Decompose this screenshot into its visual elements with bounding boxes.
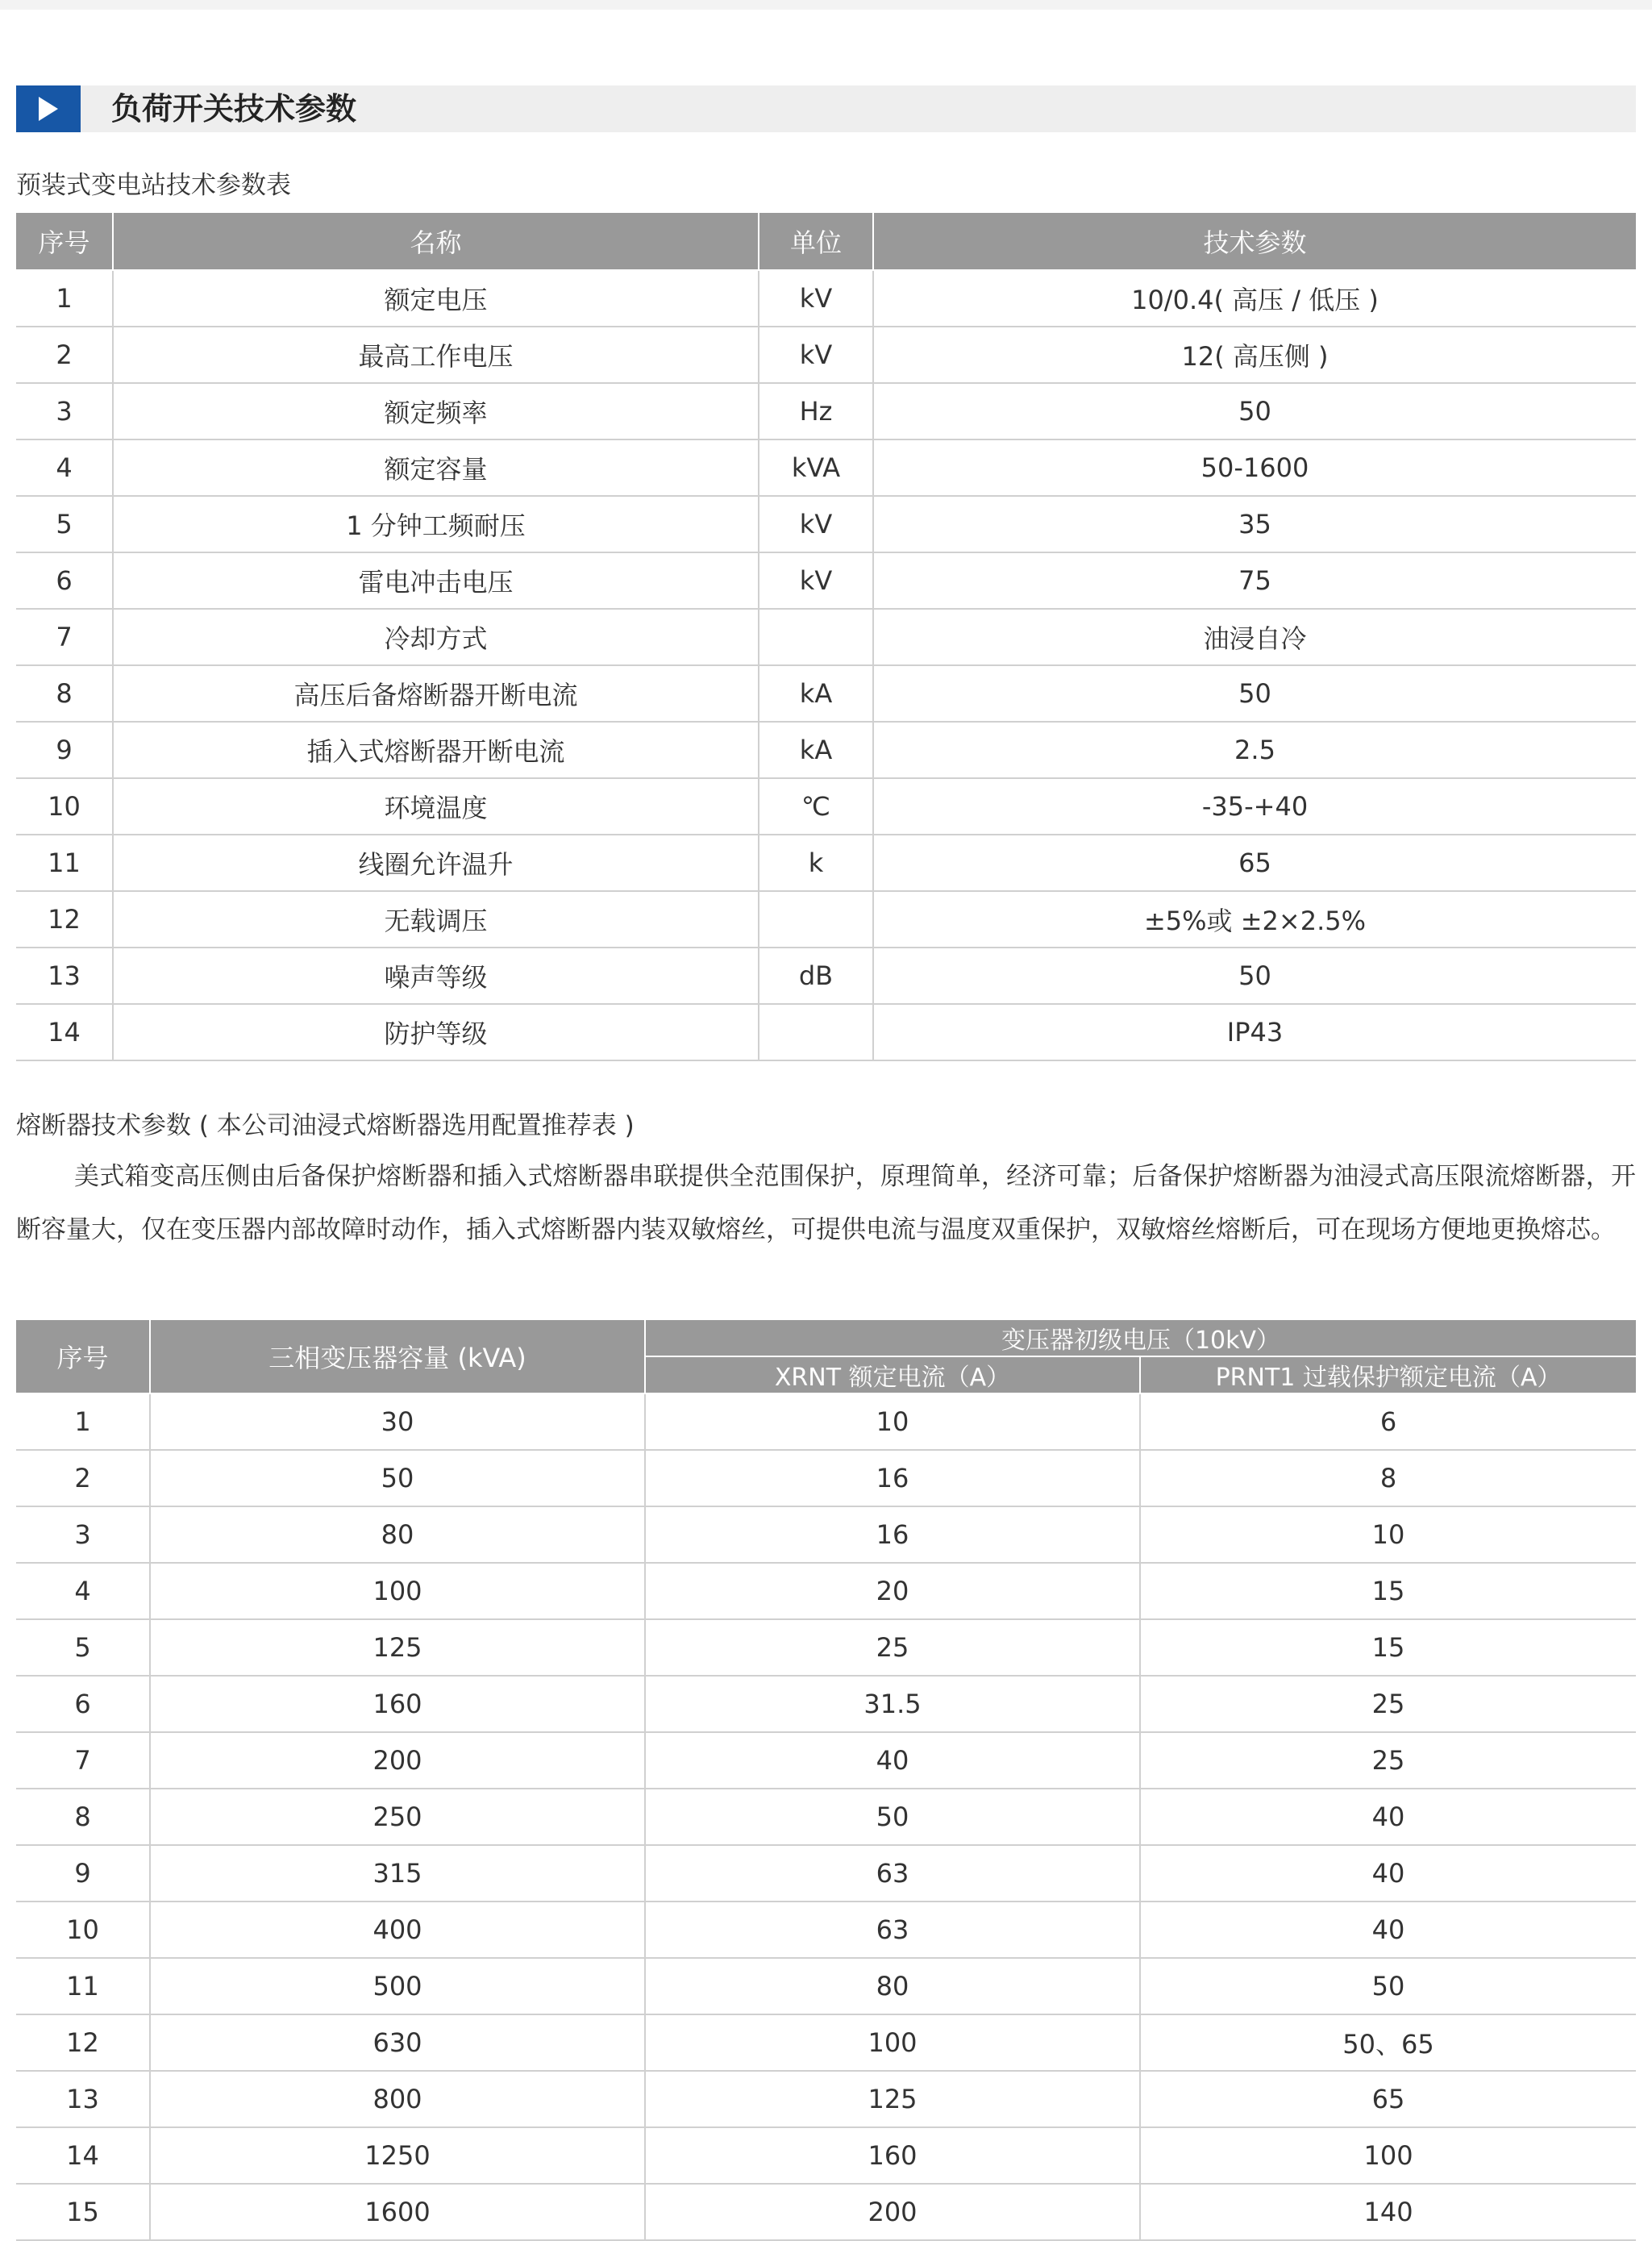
- cell-capacity: 1250: [150, 2127, 645, 2184]
- cell-name: 额定容量: [113, 439, 759, 496]
- table-row: [16, 665, 1636, 722]
- table-row: [16, 1676, 1636, 1732]
- cell-unit: kV: [759, 496, 873, 552]
- table-row: [16, 1845, 1636, 1902]
- cell-name: 高压后备熔断器开断电流: [113, 665, 759, 722]
- cell-unit: kV: [759, 270, 873, 327]
- cell-index: 15: [16, 2184, 150, 2240]
- table-row: [16, 1004, 1636, 1060]
- cell-index: 11: [16, 835, 113, 891]
- cell-index: 4: [16, 439, 113, 496]
- section-header: [16, 85, 1636, 132]
- cell-index: 13: [16, 948, 113, 1004]
- cell-prnt-current: 100: [1140, 2127, 1636, 2184]
- cell-unit: dB: [759, 948, 873, 1004]
- cell-index: 14: [16, 2127, 150, 2184]
- cell-name: 1 分钟工频耐压: [113, 496, 759, 552]
- cell-index: 5: [16, 496, 113, 552]
- cell-prnt-current: 8: [1140, 1450, 1636, 1506]
- cell-xrnt-current: 31.5: [645, 1676, 1140, 1732]
- cell-prnt-current: 65: [1140, 2071, 1636, 2127]
- cell-prnt-current: 40: [1140, 1789, 1636, 1845]
- cell-index: 2: [16, 1450, 150, 1506]
- table-row: [16, 552, 1636, 609]
- cell-name: 雷电冲击电压: [113, 552, 759, 609]
- cell-name: 噪声等级: [113, 948, 759, 1004]
- top-band: [0, 0, 1652, 10]
- cell-value: -35-+40: [873, 778, 1636, 835]
- header-prnt-current: PRNT1 过载保护额定电流（A）: [1140, 1356, 1636, 1393]
- header-index: 序号: [16, 213, 113, 270]
- cell-unit: kVA: [759, 439, 873, 496]
- cell-index: 1: [16, 270, 113, 327]
- cell-unit: ℃: [759, 778, 873, 835]
- cell-name: 插入式熔断器开断电流: [113, 722, 759, 778]
- cell-name: 线圈允许温升: [113, 835, 759, 891]
- cell-index: 11: [16, 1958, 150, 2014]
- cell-xrnt-current: 25: [645, 1619, 1140, 1676]
- cell-unit: [759, 1004, 873, 1060]
- cell-capacity: 630: [150, 2014, 645, 2071]
- cell-value: 50: [873, 948, 1636, 1004]
- cell-value: 50: [873, 383, 1636, 439]
- cell-unit: k: [759, 835, 873, 891]
- cell-prnt-current: 6: [1140, 1393, 1636, 1450]
- cell-xrnt-current: 200: [645, 2184, 1140, 2240]
- cell-capacity: 160: [150, 1676, 645, 1732]
- cell-index: 6: [16, 552, 113, 609]
- cell-index: 13: [16, 2071, 150, 2127]
- cell-index: 12: [16, 891, 113, 948]
- table-row: [16, 1450, 1636, 1506]
- header-value: 技术参数: [873, 213, 1636, 270]
- cell-unit: kA: [759, 665, 873, 722]
- cell-prnt-current: 140: [1140, 2184, 1636, 2240]
- cell-name: 额定电压: [113, 270, 759, 327]
- table2-header-row-1: [16, 1320, 1636, 1356]
- table-row: [16, 1958, 1636, 2014]
- cell-index: 10: [16, 1902, 150, 1958]
- header-xrnt-current: XRNT 额定电流（A）: [645, 1356, 1140, 1393]
- cell-xrnt-current: 63: [645, 1902, 1140, 1958]
- table-row: [16, 1563, 1636, 1619]
- table-row: [16, 778, 1636, 835]
- cell-prnt-current: 50: [1140, 1958, 1636, 2014]
- cell-index: 8: [16, 1789, 150, 1845]
- cell-value: 2.5: [873, 722, 1636, 778]
- cell-name: 环境温度: [113, 778, 759, 835]
- header-index: 序号: [16, 1320, 150, 1393]
- cell-prnt-current: 50、65: [1140, 2014, 1636, 2071]
- cell-index: 4: [16, 1563, 150, 1619]
- cell-prnt-current: 40: [1140, 1902, 1636, 1958]
- cell-value: ±5%或 ±2×2.5%: [873, 891, 1636, 948]
- cell-xrnt-current: 100: [645, 2014, 1140, 2071]
- table-row: [16, 383, 1636, 439]
- cell-value: 75: [873, 552, 1636, 609]
- cell-xrnt-current: 16: [645, 1450, 1140, 1506]
- cell-value: 65: [873, 835, 1636, 891]
- cell-name: 最高工作电压: [113, 327, 759, 383]
- cell-index: 3: [16, 1506, 150, 1563]
- cell-name: 防护等级: [113, 1004, 759, 1060]
- cell-index: 12: [16, 2014, 150, 2071]
- table-row: [16, 1789, 1636, 1845]
- cell-unit: [759, 891, 873, 948]
- cell-xrnt-current: 125: [645, 2071, 1140, 2127]
- table-row: [16, 948, 1636, 1004]
- cell-capacity: 50: [150, 1450, 645, 1506]
- cell-name: 冷却方式: [113, 609, 759, 665]
- cell-index: 7: [16, 609, 113, 665]
- cell-capacity: 80: [150, 1506, 645, 1563]
- cell-xrnt-current: 40: [645, 1732, 1140, 1789]
- cell-xrnt-current: 10: [645, 1393, 1140, 1450]
- table1-header-row: [16, 213, 1636, 270]
- table-row: [16, 1619, 1636, 1676]
- table1-caption: 预装式变电站技术参数表: [16, 171, 291, 200]
- cell-capacity: 200: [150, 1732, 645, 1789]
- cell-capacity: 125: [150, 1619, 645, 1676]
- header-primary-voltage: 变压器初级电压（10kV）: [645, 1320, 1636, 1356]
- cell-index: 10: [16, 778, 113, 835]
- cell-index: 2: [16, 327, 113, 383]
- header-unit: 单位: [759, 213, 873, 270]
- cell-capacity: 250: [150, 1789, 645, 1845]
- table-row: [16, 1506, 1636, 1563]
- cell-capacity: 400: [150, 1902, 645, 1958]
- table-row: [16, 1732, 1636, 1789]
- table-row: [16, 439, 1636, 496]
- cell-capacity: 500: [150, 1958, 645, 2014]
- cell-unit: Hz: [759, 383, 873, 439]
- cell-index: 9: [16, 722, 113, 778]
- fuse-caption: 熔断器技术参数 ( 本公司油浸式熔断器选用配置推荐表 ): [16, 1111, 635, 1140]
- cell-xrnt-current: 20: [645, 1563, 1140, 1619]
- table-row: [16, 722, 1636, 778]
- table-row: [16, 609, 1636, 665]
- cell-unit: kV: [759, 327, 873, 383]
- cell-index: 7: [16, 1732, 150, 1789]
- cell-prnt-current: 10: [1140, 1506, 1636, 1563]
- cell-capacity: 800: [150, 2071, 645, 2127]
- cell-prnt-current: 15: [1140, 1563, 1636, 1619]
- header-capacity: 三相变压器容量 (kVA): [150, 1320, 645, 1393]
- cell-capacity: 315: [150, 1845, 645, 1902]
- cell-value: 35: [873, 496, 1636, 552]
- play-triangle-icon: [16, 85, 81, 132]
- cell-capacity: 100: [150, 1563, 645, 1619]
- cell-xrnt-current: 50: [645, 1789, 1140, 1845]
- header-name: 名称: [113, 213, 759, 270]
- cell-xrnt-current: 63: [645, 1845, 1140, 1902]
- cell-capacity: 30: [150, 1393, 645, 1450]
- cell-value: 50: [873, 665, 1636, 722]
- cell-index: 14: [16, 1004, 113, 1060]
- cell-index: 5: [16, 1619, 150, 1676]
- table-row: [16, 327, 1636, 383]
- cell-value: 10/0.4( 高压 / 低压 ): [873, 270, 1636, 327]
- cell-prnt-current: 15: [1140, 1619, 1636, 1676]
- table-row: [16, 496, 1636, 552]
- cell-unit: kV: [759, 552, 873, 609]
- table-row: [16, 2127, 1636, 2184]
- table-row: [16, 1393, 1636, 1450]
- table-row: [16, 2071, 1636, 2127]
- table-row: [16, 270, 1636, 327]
- cell-xrnt-current: 160: [645, 2127, 1140, 2184]
- cell-index: 6: [16, 1676, 150, 1732]
- cell-index: 8: [16, 665, 113, 722]
- cell-value: 50-1600: [873, 439, 1636, 496]
- cell-name: 无载调压: [113, 891, 759, 948]
- table-row: [16, 2014, 1636, 2071]
- cell-xrnt-current: 80: [645, 1958, 1140, 2014]
- cell-unit: kA: [759, 722, 873, 778]
- cell-prnt-current: 25: [1140, 1676, 1636, 1732]
- cell-name: 额定频率: [113, 383, 759, 439]
- cell-capacity: 1600: [150, 2184, 645, 2240]
- cell-index: 3: [16, 383, 113, 439]
- section-title: 负荷开关技术参数: [111, 91, 357, 127]
- cell-unit: [759, 609, 873, 665]
- cell-index: 9: [16, 1845, 150, 1902]
- table-row: [16, 891, 1636, 948]
- cell-xrnt-current: 16: [645, 1506, 1140, 1563]
- cell-value: 油浸自冷: [873, 609, 1636, 665]
- cell-value: IP43: [873, 1004, 1636, 1060]
- fuse-recommendation-table: [16, 1320, 1636, 2241]
- cell-index: 1: [16, 1393, 150, 1450]
- table-row: [16, 835, 1636, 891]
- substation-parameter-table: [16, 213, 1636, 1061]
- table-row: [16, 1902, 1636, 1958]
- table-row: [16, 2184, 1636, 2240]
- cell-prnt-current: 40: [1140, 1845, 1636, 1902]
- cell-prnt-current: 25: [1140, 1732, 1636, 1789]
- cell-value: 12( 高压侧 ): [873, 327, 1636, 383]
- fuse-description: 美式箱变高压侧由后备保护熔断器和插入式熔断器串联提供全范围保护，原理简单，经济可靠；后备保护熔断器为油浸式高压限流熔断器，开断容量大，仅在变压器内部故障时动作，插入式熔断器内装双敏熔丝，可提供电流与温度双重保护，双敏熔丝熔断后，可在现场方便地更换熔芯。: [16, 1162, 1636, 1244]
